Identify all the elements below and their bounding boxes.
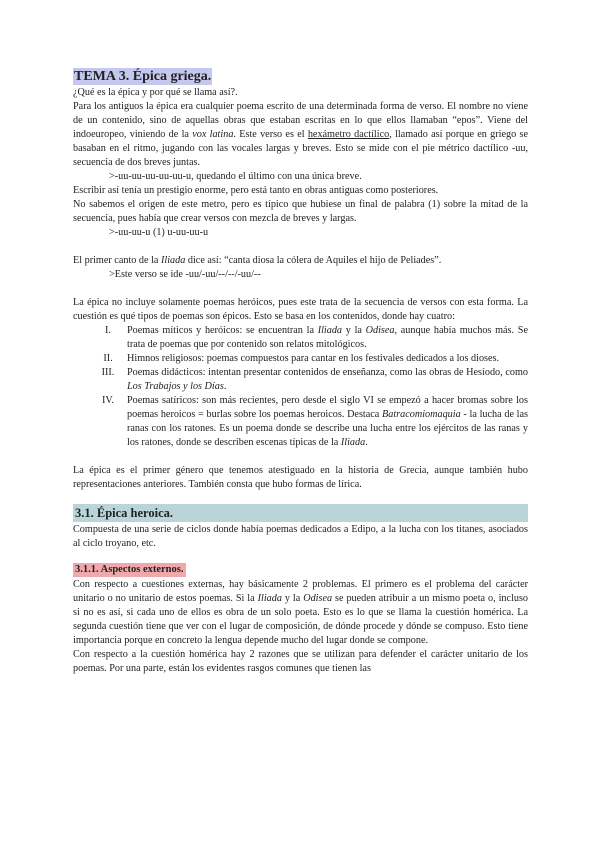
types-list-item bbox=[73, 394, 528, 450]
spacer bbox=[73, 240, 528, 254]
types-list-item bbox=[73, 324, 528, 352]
metric-scheme-1: >-uu-uu-uu-uu-uu-u, quedando el último con una única breve. bbox=[109, 171, 362, 182]
list-item-text bbox=[121, 394, 528, 450]
spacer bbox=[73, 492, 528, 504]
list-item-text-part: Himnos religiosos: poemas compuestos para cantar en los festivales dedicados a los dioses. bbox=[127, 353, 500, 364]
types-list-item bbox=[73, 366, 528, 394]
list-item-text-part: . bbox=[223, 381, 227, 392]
italic-title: Los Trabajos y los Días bbox=[127, 381, 224, 392]
types-list bbox=[73, 324, 528, 450]
document-page bbox=[73, 68, 528, 676]
list-item-text bbox=[121, 324, 528, 352]
list-item-text-part: . bbox=[365, 437, 368, 448]
iliad-text-b: dice así: “canta diosa la cólera de Aquiles el hijo de Peliades”. bbox=[185, 255, 442, 266]
list-item-text-part: y la bbox=[342, 325, 366, 336]
intro-hexametro: hexámetro dactílico bbox=[307, 129, 390, 140]
types-list-item bbox=[73, 352, 528, 366]
subsection-heading-wrap bbox=[73, 563, 528, 578]
external-iliada: Iliada bbox=[257, 593, 282, 604]
section-heading: 3.1. Épica heroica. bbox=[73, 504, 528, 522]
external-aspects-paragraph bbox=[73, 578, 528, 648]
list-item-text-part: Poemas míticos y heróicos: se encuentran la bbox=[127, 325, 318, 336]
page-title-text: TEMA 3. Épica griega. bbox=[74, 69, 212, 84]
iliad-title: Iliada bbox=[160, 255, 186, 266]
list-item-text-part: Poemas satíricos: son más recientes, pero desde el siglo VI se empezó a hacer bromas sobre los poemas heroicos = burlas sobre los poemas heroicos. Destaca bbox=[127, 395, 528, 420]
origin-paragraph: No sabemos el origen de este metro, pero es típico que hubiese un final de palabra (1) sobre la mitad de la secuencia, pues había que crear versos con mezcla de breves y largas. bbox=[73, 199, 528, 224]
italic-title: Iliada bbox=[317, 325, 343, 336]
list-item-text-part: , aunque había muchos más. Se trata de poemas que por contenido son relatos mitológicos. bbox=[127, 325, 528, 350]
external-text-b: y la bbox=[281, 593, 304, 604]
iliad-paragraph bbox=[73, 254, 528, 268]
list-item-text bbox=[121, 366, 528, 394]
types-intro: La épica no incluye solamente poemas heróicos, pues este trata de la secuencia de versos con esta forma. La cuestión es qué tipos de poemas son épicos. Esto se basa en los contenidos, donde hay cuatro: bbox=[73, 297, 528, 322]
homeric-question-paragraph: Con respecto a la cuestión homérica hay 2 razones que se utilizan para defender el carácter unitario de los poemas. Por una parte, están los evidentes rasgos comunes que tienen las bbox=[73, 649, 528, 674]
intro-text-a: Para los antiguos la épica era cualquier poema escrito de una determinada forma de verso. El nombre no viene de un contenido, sino de aquellas obras que estaban escritas en lo que ellos llamaban “epos”. Viene del indoeuropeo, viniendo de la bbox=[73, 101, 528, 140]
italic-title: Batracomiomaquia bbox=[382, 409, 461, 420]
italic-title: Iliada bbox=[340, 437, 366, 448]
intro-paragraph bbox=[73, 100, 528, 170]
list-item-text bbox=[121, 352, 528, 366]
external-odisea: Odisea bbox=[303, 593, 333, 604]
intro-text-c: , llamado así porque en griego se basaban en el ritmo, jugando con las vocales largas y breves. Esto se mide con el pie métrico dactílico -uu, secuencia de dos breves juntas. bbox=[73, 129, 528, 168]
external-text-c: se pueden atribuir a un mismo poeta o, incluso si no es así, si cada uno de ellos es obra de un solo poeta. Esto es lo que se llama la cuestión homérica. La segunda cuestión tiene que ver con el lugar de composición, de dónde procede y dónde se compuso. Esto tiene importancia porque en concreto la lengua depende mucho del lugar donde se compone. bbox=[73, 593, 528, 646]
list-item-number: III. bbox=[101, 367, 115, 378]
intro-text-b: . Este verso es el bbox=[233, 129, 308, 140]
spacer bbox=[73, 551, 528, 563]
iliad-text-a: El primer canto de la bbox=[73, 255, 161, 266]
spacer bbox=[73, 450, 528, 464]
question-line: ¿Qué es la épica y por qué se llama así?. bbox=[73, 87, 238, 98]
spacer bbox=[73, 282, 528, 296]
history-paragraph: La épica es el primer género que tenemos atestiguado en la historia de Grecia, aunque también hubo representaciones anteriores. También consta que hubo formas de lírica. bbox=[73, 465, 528, 490]
prestige-paragraph: Escribir así tenía un prestigio enorme, pero está tanto en obras antiguas como posteriores. bbox=[73, 185, 439, 196]
subsection-heading: 3.1.1. Aspectos externos. bbox=[75, 564, 184, 575]
list-item-number: I. bbox=[105, 325, 111, 336]
external-text-a: Con respecto a cuestiones externas, hay básicamente 2 problemas. El primero es el problema del carácter unitario o no unitario de estos poemas. Si la bbox=[73, 579, 528, 604]
page-title bbox=[73, 68, 528, 86]
list-item-number: II. bbox=[103, 353, 113, 364]
italic-title: Odisea bbox=[365, 325, 395, 336]
intro-vox-latina: vox latina bbox=[192, 129, 234, 140]
iliad-scheme: >Este verso se ide -uu/-uu/--/--/-uu/-- bbox=[109, 269, 261, 280]
list-item-text-part: - la lucha de las ranas con los ratones. Es un poema donde se describe una lucha entre los ejércitos de las ranas y los ratones, donde se describen escenas típicas de la bbox=[127, 409, 528, 448]
list-item-text-part: Poemas didácticos: intentan presentar contenidos de enseñanza, como las obras de Hesíodo, como bbox=[127, 367, 528, 378]
list-item-number: IV. bbox=[102, 395, 114, 406]
section-paragraph: Compuesta de una serie de ciclos donde había poemas dedicados a Edipo, a la lucha con los titanes, asociados al ciclo troyano, etc. bbox=[73, 524, 528, 549]
metric-scheme-2: >-uu-uu-u (1) u-uu-uu-u bbox=[109, 227, 209, 238]
